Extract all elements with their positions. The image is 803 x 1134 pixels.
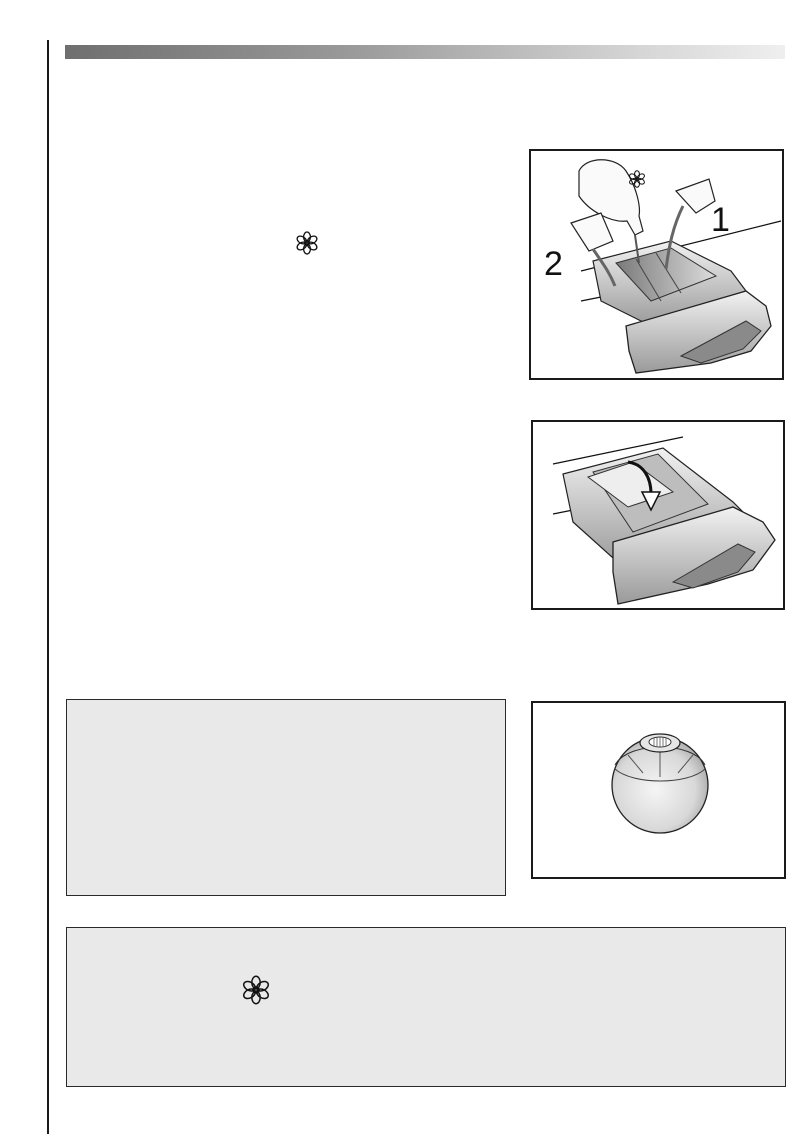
flower-icon [241,975,271,1005]
info-box-softener [66,927,786,1087]
header-bar [65,45,785,59]
figure-label-2: 2 [544,245,563,283]
flower-icon [295,231,319,255]
figure-drawer-insert [531,420,785,610]
info-box-note [66,699,506,896]
figure-dosing-ball [531,701,786,879]
figure-detergent-pouring [529,149,784,380]
figure-label-1: 1 [711,201,730,239]
page-margin-line [47,40,49,1134]
